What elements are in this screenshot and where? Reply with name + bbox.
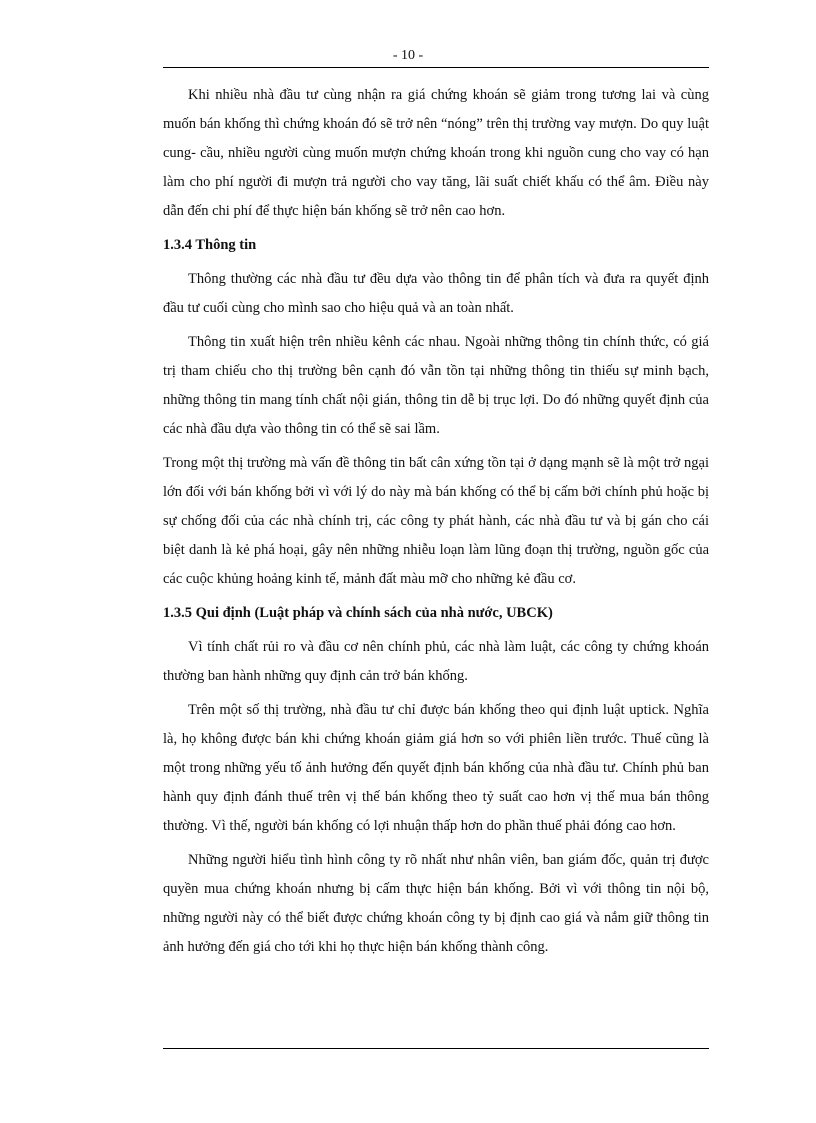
paragraph-information-channels: Thông tin xuất hiện trên nhiều kênh các nhau. Ngoài những thông tin chính thức, có giá trị tham chiếu cho thị trường bên cạnh đó vẫn tồn tại những thông tin thiếu sự minh bạch, những thông tin mang tính chất nội gián, thông tin dễ bị trục lợi. Do đó những quyết định của các nhà đầu dựa vào thông tin có thể sẽ sai lầm.: [163, 334, 709, 437]
paragraph-information-analysis: Thông thường các nhà đầu tư đều dựa vào thông tin để phân tích và đưa ra quyết định đầu tư cuối cùng cho mình sao cho hiệu quả và an toàn nhất.: [163, 271, 709, 316]
page-number: - 10 -: [392, 48, 424, 63]
paragraph-insider-restriction: Những người hiểu tình hình công ty rõ nhất như nhân viên, ban giám đốc, quản trị được quyền mua chứng khoán nhưng bị cấm thực hiện bán khống. Bởi vì với thông tin nội bộ, những người này có thể biết được chứng khoán công ty bị định cao giá và nắm giữ thông tin ảnh hưởng đến giá cho tới khi họ thực hiện bán khống thành công.: [163, 852, 709, 955]
paragraph-asymmetric-information: Trong một thị trường mà vấn đề thông tin bất cân xứng tồn tại ở dạng mạnh sẽ là một trở ngại lớn đối với bán khống bởi vì với lý do này mà bán khống có thể bị cấm bởi chính phủ hoặc bị sự chống đối của các nhà chính trị, các công ty phát hành, các nhà đầu tư và bị gán cho cái biệt danh là kẻ phá hoại, gây nên những nhiễu loạn làm lũng đoạn thị trường, nguồn gốc của các cuộc khủng hoảng kinh tế, mảnh đất màu mỡ cho những kẻ đầu cơ.: [163, 455, 709, 587]
footer-divider: [163, 1048, 709, 1049]
paragraph-uptick-rule-tax: Trên một số thị trường, nhà đầu tư chỉ được bán khống theo qui định luật uptick. Nghĩa là, họ không được bán khi chứng khoán giảm giá hơn so với phiên liền trước. Thuế cũng là một trong những yếu tố ảnh hưởng đến quyết định bán khống của nhà đầu tư. Chính phủ ban hành quy định đánh thuế trên vị thế bán khống theo tỷ suất cao hơn vị thế mua bán thông thường. Vì thế, người bán khống có lợi nhuận thấp hơn do phần thuế phải đóng cao hơn.: [163, 702, 709, 834]
header-divider: [163, 67, 709, 68]
paragraph-regulation-risk: Vì tính chất rủi ro và đầu cơ nên chính phủ, các nhà làm luật, các công ty chứng khoán thường ban hành những quy định cản trở bán khống.: [163, 639, 709, 684]
document-body: [163, 81, 709, 967]
paragraph-short-selling-demand: Khi nhiều nhà đầu tư cùng nhận ra giá chứng khoán sẽ giảm trong tương lai và cùng muốn bán khống thì chứng khoán đó sẽ trở nên “nóng” trên thị trường vay mượn. Do quy luật cung- cầu, nhiều người cùng muốn mượn chứng khoán trong khi nguồn cung cho vay có hạn làm cho phí người đi mượn trả người cho vay tăng, lãi suất chiết khấu có thể âm. Điều này dẫn đến chi phí để thực hiện bán khống sẽ trở nên cao hơn.: [163, 87, 709, 219]
section-heading-regulation: 1.3.5 Qui định (Luật pháp và chính sách của nhà nước, UBCK): [163, 605, 553, 621]
section-heading-information: 1.3.4 Thông tin: [163, 237, 257, 253]
